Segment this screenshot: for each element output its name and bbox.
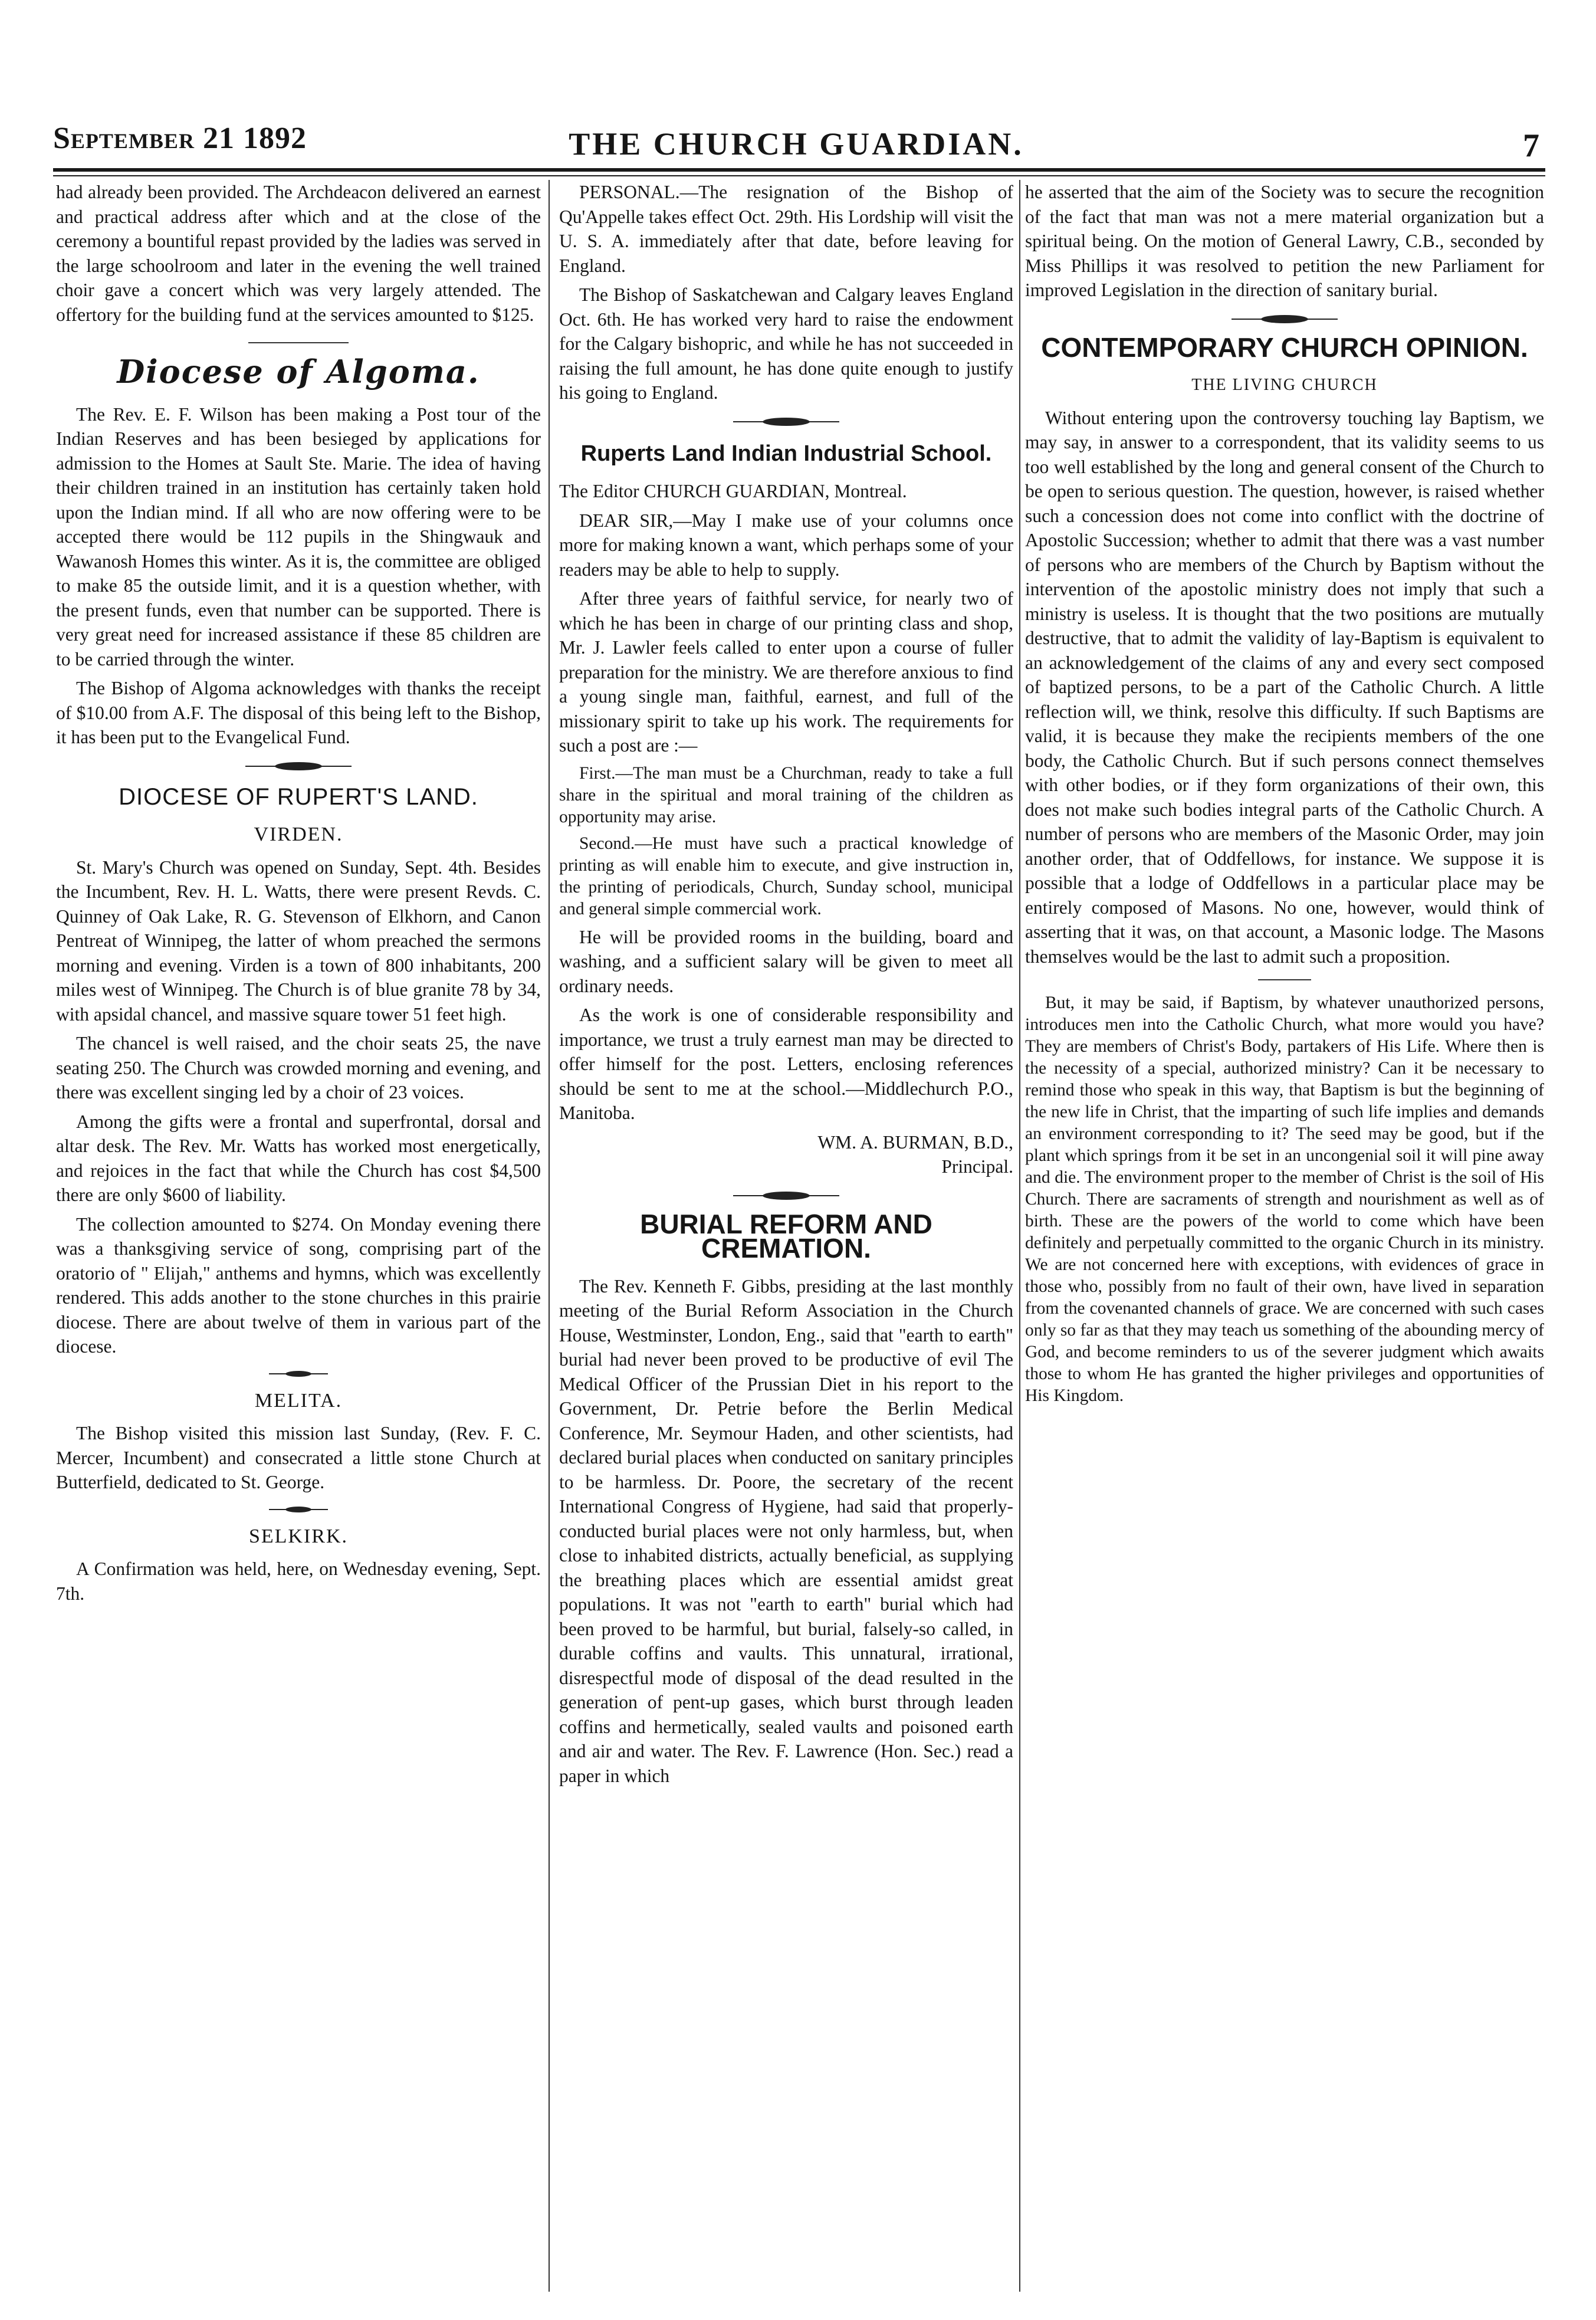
letter-salutation: The Editor CHURCH GUARDIAN, Montreal. — [559, 481, 907, 501]
newspaper-title: THE CHURCH GUARDIAN. — [569, 126, 1024, 162]
masthead-rule-thin — [53, 175, 1545, 176]
requirement-second: Second.—He must have such a practical knowledge of printing as will enable him to execute, and give instruction in, the printing of periodicals, Church, Sunday school, municipal and general simple commercial work. — [559, 834, 1013, 918]
school-paragraph-3: He will be provided rooms in the building, board and washing, and a sufficient salary will be given to meet all ordinary needs. — [559, 926, 1013, 996]
signature-title: Principal. — [941, 1156, 1013, 1177]
contemporary-opinion-heading: CONTEMPORARY CHURCH OPINION. — [1041, 332, 1528, 363]
burial-reform-heading: BURIAL REFORM AND CREMATION. — [640, 1208, 932, 1264]
personal-paragraph: PERSONAL.—The resignation of the Bishop of Qu'Appelle takes effect Oct. 29th. His Lordship will visit the U. S. A. immediately after that date, before leaving for England. — [559, 182, 1013, 276]
saskatchewan-paragraph: The Bishop of Saskatchewan and Calgary leaves England Oct. 6th. He has worked very hard to raise the endowment for the Calgary bishopric, and while he has not succeeded in raising the full amount, he has done quite enough to justify his going to England. — [559, 284, 1013, 403]
virden-paragraph-4: The collection amounted to $274. On Monday evening there was a thanksgiving service of song, comprising part of the oratorio of " Elijah," anthems and hymns, which was excellently rendered. This adds another to the stone churches in this prairie diocese. There are about twelve of them in various part of the diocese. — [56, 1213, 541, 1357]
burial-paragraph: The Rev. Kenneth F. Gibbs, presiding at the last monthly meeting of the Burial Reform Association in the Church House, Westminster, London, Eng., said that "earth to earth" burial had never been proved to be productive of evil The Medical Officer of the Prussian Diet in his report to the Government, Dr. Petrie before the Berlin Medical Conference, Mr. Seymour Haden, and other scientists, had declared burial places when conducted on sanitary principles to be harmless. Dr. Poore, the secretary of the recent International Congress of Hygiene, had said that properly-conducted burial places were not only harmless, but, when close to inhabited districts, actually beneficial, as supplying the breathing places which are essential amidst great populations. It was not "earth to earth" burial which had been proved to be harmful, but burial, falsely-so called, in durable coffins and vaults. This unnatural, irrational, disrespectful mode of disposal of the dead resulted in the generation of pent-up gases, which burst through leaden coffins and hermetically, sealed vaults and poisoned earth and air and water. The Rev. F. Lawrence (Hon. Sec.) read a paper in which — [559, 1275, 1013, 1786]
ornament-divider — [1226, 312, 1344, 326]
school-paragraph-2: After three years of faithful service, for nearly two of which he has been in charge of our printing class and shop, Mr. J. Lawler feels called to enter upon a course of fuller preparation for the ministry. We are therefore anxious to find a young single man, faithful, earnest, and full of the missionary spirit to take up his work. The requirements for such a post are :— — [559, 588, 1013, 756]
school-paragraph-4: As the work is one of considerable responsibility and importance, we trust a truly earnest man may be directed to offer himself for the post. Letters, enclosing references should be sent to me at the school.—Middlechurch P.O., Manitoba. — [559, 1005, 1013, 1123]
column-3 — [1025, 180, 1544, 2292]
signature-name: WM. A. BURMAN, B.D., — [817, 1131, 1013, 1153]
melita-heading: MELITA. — [254, 1389, 343, 1412]
issue-date: September 21 1892 — [53, 122, 307, 155]
section-divider — [1258, 979, 1311, 980]
ruperts-land-heading: DIOCESE OF RUPERT'S LAND. — [119, 783, 478, 810]
masthead — [53, 121, 1539, 174]
opinion-source: THE LIVING CHURCH — [1191, 376, 1378, 394]
requirement-first: First.—The man must be a Churchman, ready to take a full share in the spiritual and moral training of the children as opportunity may arise. — [559, 763, 1013, 826]
ornament-divider — [727, 1189, 845, 1203]
algoma-paragraph-1: The Rev. E. F. Wilson has been making a Post tour of the Indian Reserves and has been besieged by applications for admission to the Homes at Sault Ste. Marie. The idea of having their children trained in an institution has certainly taken hold upon the Indian mind. If all who are now offering were to be accepted there would be 112 pupils in the Shingwauk and Wawanosh Homes this winter. As it is, the committee are obliged to make 85 the outside limit, and it is a question whether, with the present funds, even that number can be supported. There is very great need for increased assistance if these 85 children are to be carried through the winter. — [56, 403, 541, 670]
virden-heading: VIRDEN. — [254, 823, 343, 845]
column-1 — [56, 180, 541, 2292]
school-paragraph-1: DEAR SIR,—May I make use of your columns once more for making known a want, which perhaps some of your readers may be able to help to supply. — [559, 510, 1013, 580]
column-divider-2 — [1019, 180, 1020, 2292]
melita-paragraph: The Bishop visited this mission last Sunday, (Rev. F. C. Mercer, Incumbent) and consecrated a little stone Church at Butterfield, dedicated to St. George. — [56, 1423, 541, 1492]
virden-paragraph-3: Among the gifts were a frontal and superfrontal, dorsal and altar desk. The Rev. Mr. Watts has worked most energetically, and rejoices in the fact that while the Church has cost $4,500 there are only $600 of liability. — [56, 1111, 541, 1205]
section-divider — [248, 342, 349, 343]
opinion-paragraph-1: Without entering upon the controversy touching lay Baptism, we may say, in answer to a correspondent, that its validity seems to us too well established by the long and general consent of the Church to be open to serious question. The question, however, is raised whether such a concession does not come into conflict with the doctrine of Apostolic Succession; whether to admit that there was a vast number of persons who are members of the Church by Baptism without the intervention of the apostolic ministry does not imply that such a ministry is useless. It is thought that the two positions are mutually destructive, that to admit the validity of lay-Baptism is equivalent to an acknowledgement of the claims of any and every sect composed of baptized persons, to be a part of the Catholic Church. A little reflection will, we think, resolve this difficulty. If such Baptisms are valid, it is because they make the recipients members of the one body, the Catholic Church. But if such persons connect themselves with other bodies, or if they form organizations of their own, this does not make such bodies integral parts of the Catholic Church. A number of persons who are members of the Masonic Order, may join another order, that of Oddfellows, for instance. We suppose it is possible that a lodge of Oddfellows in a particular place may be entirely composed of Masons. No one, however, would think of asserting that it was, on that account, a Masonic lodge. The Masons themselves would be the last to admit such a proposition. — [1025, 407, 1544, 967]
selkirk-heading: SELKIRK. — [248, 1525, 349, 1547]
selkirk-paragraph: A Confirmation was held, here, on Wednesday evening, Sept. 7th. — [56, 1558, 541, 1604]
ornament-divider-small — [263, 1504, 334, 1515]
ornament-divider — [239, 759, 357, 773]
virden-paragraph-1: St. Mary's Church was opened on Sunday, Sept. 4th. Besides the Incumbent, Rev. H. L. Watts, there were present Revds. C. Quinney of Oak Lake, R. G. Stevenson of Elkhorn, and Canon Pentreat of Winnipeg, the latter of whom preached the sermons morning and evening. Virden is a town of 800 inhabitants, 200 miles west of Winnipeg. The Church is of blue granite 78 by 34, with apsidal chancel, and massive square tower 51 feet high. — [56, 857, 541, 1025]
masthead-rule-thick — [53, 168, 1545, 172]
column-2 — [559, 180, 1013, 2292]
page-number: 7 — [1523, 127, 1539, 164]
algoma-paragraph-2: The Bishop of Algoma acknowledges with thanks the receipt of $10.00 from A.F. The disposal of this being left to the Bishop, it has been put to the Evangelical Fund. — [56, 678, 541, 747]
burial-continued-paragraph: he asserted that the aim of the Society was to secure the recognition of the fact that man was not a mere material organization but a spiritual being. On the motion of General Lawry, C.B., seconded by Miss Phillips it was resolved to petition the new Parliament for improved Legislation in the direction of sanitary burial. — [1025, 182, 1544, 300]
algoma-heading: Diocese of Algoma. — [117, 353, 480, 391]
ornament-divider-small — [263, 1369, 334, 1379]
column-divider-1 — [549, 180, 550, 2292]
indian-school-heading: Ruperts Land Indian Industrial School. — [580, 441, 992, 466]
virden-paragraph-2: The chancel is well raised, and the choir seats 25, the nave seating 250. The Church was crowded morning and evening, and there was excellent singing led by a choir of 23 voices. — [56, 1033, 541, 1102]
ornament-divider — [727, 415, 845, 429]
opinion-paragraph-2: But, it may be said, if Baptism, by whatever unauthorized persons, introduces men into the Catholic Church, what more would you have? They are members of Christ's Body, partakers of His Life. Where then is the necessity of a special, authorized ministry? Can it be necessary to remind those who speak in this way, that Baptism is but the beginning of the new life in Christ, that the imparting of such life implies and demands an environment corresponding to it? The seed may be good, but if the plant which springs from it be set in an uncongenial soil it will pine away and die. The environment proper to the member of Christ is the soil of His Church. There are sacraments of strength and nourishment as well as of birth. These are the powers of the world to come which have been definitely and perpetually committed to the organic Church in its ministry. We are not concerned here with exceptions, with evidences of grace in those who, possibly from no fault of their own, have lived in separation from the covenanted channels of grace. We are concerned with such cases only so far as that they may teach us something of the abounding mercy of God, and become reminders to us of the severer judgment which awaits those to whom He has granted the higher privileges and opportunities of His Kingdom. — [1025, 993, 1544, 1405]
archdeacon-paragraph: had already been provided. The Archdeacon delivered an earnest and practical address after which and at the close of the ceremony a bountiful repast provided by the ladies was served in the large schoolroom and later in the evening the well trained choir gave a concert which was very largely attended. The offertory for the building fund at the services amounted to $125. — [56, 182, 541, 325]
